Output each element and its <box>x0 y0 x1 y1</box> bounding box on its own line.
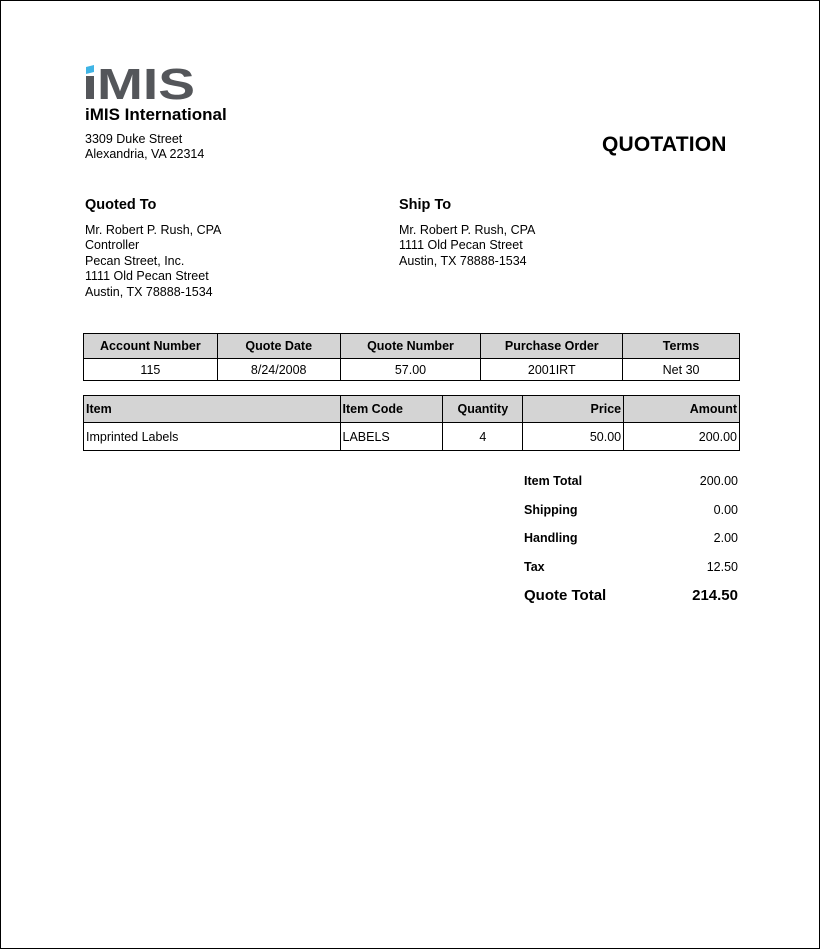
items-header-row <box>84 396 740 423</box>
company-address <box>85 132 204 162</box>
tax-value: 12.50 <box>706 559 738 574</box>
company-name: iMIS International <box>85 105 227 124</box>
handling-label: Handling <box>524 531 578 546</box>
totals-summary <box>524 467 738 610</box>
table-row <box>84 423 740 451</box>
quote-number-header: Quote Number <box>340 334 481 359</box>
quote-meta-table <box>83 333 740 381</box>
quoted-to-line: Controller <box>85 238 140 253</box>
quote-date-value: 8/24/2008 <box>217 359 340 381</box>
price-cell: 50.00 <box>523 423 624 451</box>
meta-value-row <box>84 359 740 381</box>
quote-total-value: 214.50 <box>692 586 738 604</box>
item-code-cell: LABELS <box>340 423 443 451</box>
quote-total-row <box>524 581 738 610</box>
quote-number-value: 57.00 <box>340 359 481 381</box>
quoted-to-line: Mr. Robert P. Rush, CPA <box>85 223 222 237</box>
quoted-to-line: Austin, TX 78888-1534 <box>85 284 213 299</box>
item-cell: Imprinted Labels <box>84 423 341 451</box>
ship-to-line: 1111 Old Pecan Street <box>399 238 523 253</box>
price-header: Price <box>523 396 624 423</box>
handling-row <box>524 524 738 553</box>
item-total-value: 200.00 <box>699 474 738 489</box>
company-address-line: Alexandria, VA 22314 <box>85 147 205 161</box>
tax-label: Tax <box>524 559 545 574</box>
item-total-row <box>524 467 738 496</box>
imis-logo <box>84 63 196 101</box>
shipping-label: Shipping <box>524 502 578 517</box>
company-address-line: 3309 Duke Street <box>85 132 183 146</box>
quoted-to-line: Pecan Street, Inc. <box>85 253 185 268</box>
shipping-value: 0.00 <box>713 502 738 517</box>
quote-date-header: Quote Date <box>217 334 340 359</box>
terms-header: Terms <box>623 334 740 359</box>
quote-total-label: Quote Total <box>524 586 607 604</box>
item-header: Item <box>84 396 341 423</box>
ship-to-heading: Ship To <box>399 197 452 213</box>
quoted-to-line: 1111 Old Pecan Street <box>85 269 209 284</box>
document-title: QUOTATION <box>602 133 727 156</box>
svg-text:MIS: MIS <box>97 63 195 101</box>
quantity-cell: 4 <box>443 423 523 451</box>
amount-header: Amount <box>624 396 740 423</box>
account-number-header: Account Number <box>84 334 218 359</box>
quantity-header: Quantity <box>443 396 523 423</box>
account-number-value: 115 <box>84 359 218 381</box>
shipping-row <box>524 496 738 525</box>
ship-to-line: Austin, TX 78888-1534 <box>399 253 527 268</box>
meta-header-row <box>84 334 740 359</box>
quoted-to-address <box>85 223 221 300</box>
item-code-header: Item Code <box>340 396 443 423</box>
ship-to-line: Mr. Robert P. Rush, CPA <box>399 223 536 237</box>
quoted-to-heading: Quoted To <box>85 197 157 213</box>
tax-row <box>524 553 738 582</box>
purchase-order-value: 2001IRT <box>481 359 623 381</box>
line-items-table <box>83 395 740 451</box>
item-total-label: Item Total <box>524 474 583 489</box>
terms-value: Net 30 <box>623 359 740 381</box>
amount-cell: 200.00 <box>624 423 740 451</box>
ship-to-address <box>399 223 535 269</box>
handling-value: 2.00 <box>713 531 738 546</box>
purchase-order-header: Purchase Order <box>481 334 623 359</box>
